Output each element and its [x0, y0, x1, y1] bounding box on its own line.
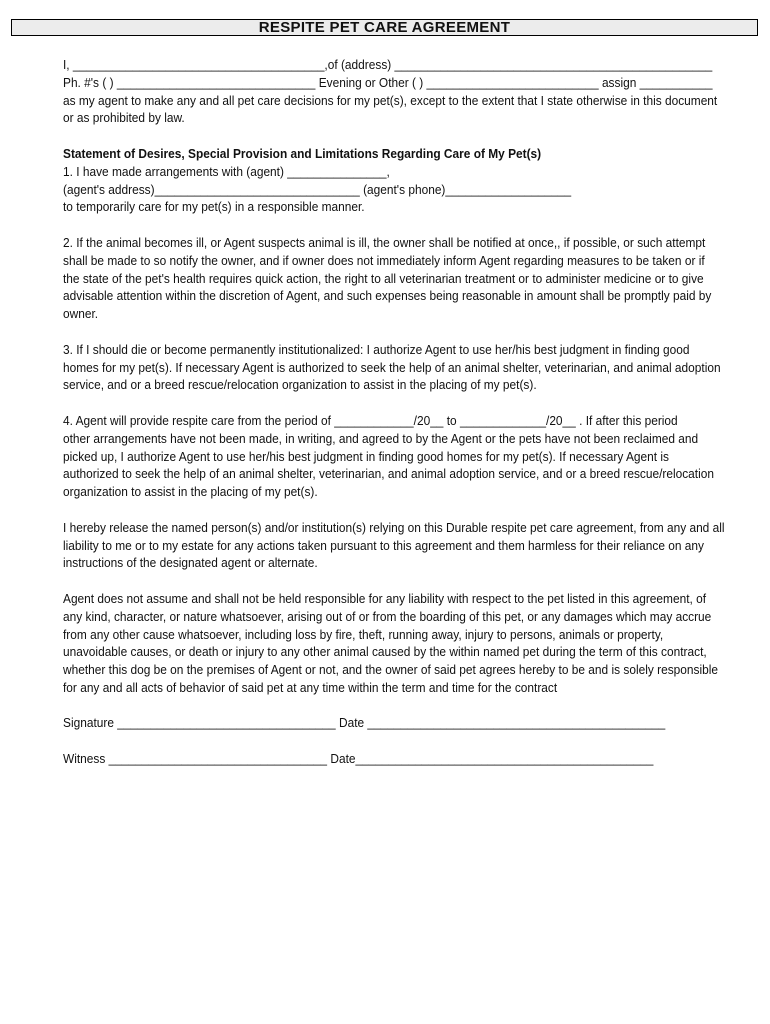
paragraph-line: whether this dog be on the premises of Agent or not, and the owner of said pet agrees hereby to be and is solely responsible	[63, 662, 718, 678]
section-text-line: owner.	[63, 306, 99, 322]
section-text-line: other arrangements have not been made, in writing, and agreed to by the Agent or the pets have not been reclaimed and	[63, 430, 699, 446]
statement-heading: Statement of Desires, Special Provision and Limitations Regarding Care of My Pet(s)	[63, 145, 542, 161]
liability-paragraph	[63, 590, 718, 697]
paragraph-line: Agent does not assume and shall not be held responsible for any liability with respect to the pet listed in this agreement, of	[63, 590, 707, 606]
section-3	[63, 341, 721, 394]
section-text-line: advisable attention within the discretion of Agent, and such expenses being reasonable in amount shall be promptly paid by	[63, 288, 712, 304]
section-4	[63, 412, 714, 501]
paragraph-line: I hereby release the named person(s) and/or institution(s) relying on this Durable respite pet care agreement, from any and all	[63, 519, 725, 535]
agent-arrangement-line: 1. I have made arrangements with (agent) _______________,	[63, 163, 390, 179]
witness-date-line[interactable]: Witness _________________________________ Date_____________________________________________	[63, 751, 654, 767]
section-text-line: to temporarily care for my pet(s) in a responsible manner.	[63, 199, 365, 215]
section-text-line: the state of the pet's health requires quick action, the right to all veterinarian treatment or to administer medicine or to give	[63, 270, 704, 286]
respite-period-line: 4. Agent will provide respite care from the period of ____________/20__ to _____________/20__ . If after this period	[63, 412, 678, 428]
section-text-line: picked up, I authorize Agent to use her/his best judgment in finding good homes for my pet(s). If necessary Agent is	[63, 448, 669, 464]
intro-text-line: or as prohibited by law.	[63, 110, 185, 126]
section-1	[63, 163, 705, 216]
paragraph-line: any kind, character, or nature whatsoever, arising out of or from the boarding of this pet, or any damages which may accrue	[63, 608, 712, 624]
paragraph-line: from any other cause whatsoever, including loss by fire, theft, running away, injury to persons, animals or property,	[63, 626, 664, 642]
intro-text-line: as my agent to make any and all pet care decisions for my pet(s), except to the extent that I state otherwise in this document	[63, 92, 718, 108]
agent-name-address-line: I, ______________________________________,of (address) ________________________________________________	[63, 57, 713, 72]
section-text-line: shall be made to so notify the owner, and if owner does not immediately inform Agent regarding measures to be taken or if	[63, 252, 705, 268]
phone-assign-line: Ph. #'s ( ) ______________________________ Evening or Other ( ) __________________________ assign ___________	[63, 74, 713, 90]
section-text-line: homes for my pet(s). If necessary Agent is authorized to seek the help of an animal shelter, veterinarian, and animal adoption	[63, 359, 721, 375]
document-body	[63, 56, 725, 768]
signature-date-line[interactable]: Signature _________________________________ Date _____________________________________________	[63, 715, 666, 731]
section-text-line: 3. If I should die or become permanently institutionalized: I authorize Agent to use her/his best judgment in finding good	[63, 341, 690, 357]
paragraph-line: instructions of the designated agent or alternate.	[63, 555, 318, 571]
section-2	[63, 234, 712, 323]
document-title: RESPITE PET CARE AGREEMENT	[11, 19, 758, 36]
agent-address-phone-line: (agent's address)_______________________________ (agent's phone)___________________	[63, 181, 572, 197]
paragraph-line: liability to me or to my estate for any actions taken pursuant to this agreement and them harmless for their reliance on any	[63, 537, 705, 553]
section-text-line: 2. If the animal becomes ill, or Agent suspects animal is ill, the owner shall be notified at once,, if possible, or such attempt	[63, 234, 706, 250]
intro-section	[63, 56, 718, 127]
paragraph-line: for any and all acts of behavior of said pet at any time within the term and time for the contract	[63, 679, 558, 695]
section-text-line: organization to assist in the placing of my pet(s).	[63, 484, 318, 500]
paragraph-line: unavoidable causes, or death or injury to any other animal caused by the within named pet during the term of this contract,	[63, 644, 707, 660]
section-text-line: service, and or a breed rescue/relocation organization to assist in the placing of my pet(s).	[63, 377, 537, 393]
release-paragraph	[63, 519, 725, 572]
section-text-line: authorized to seek the help of an animal shelter, veterinarian, and animal adoption service, and or a breed rescue/relocation	[63, 466, 714, 482]
